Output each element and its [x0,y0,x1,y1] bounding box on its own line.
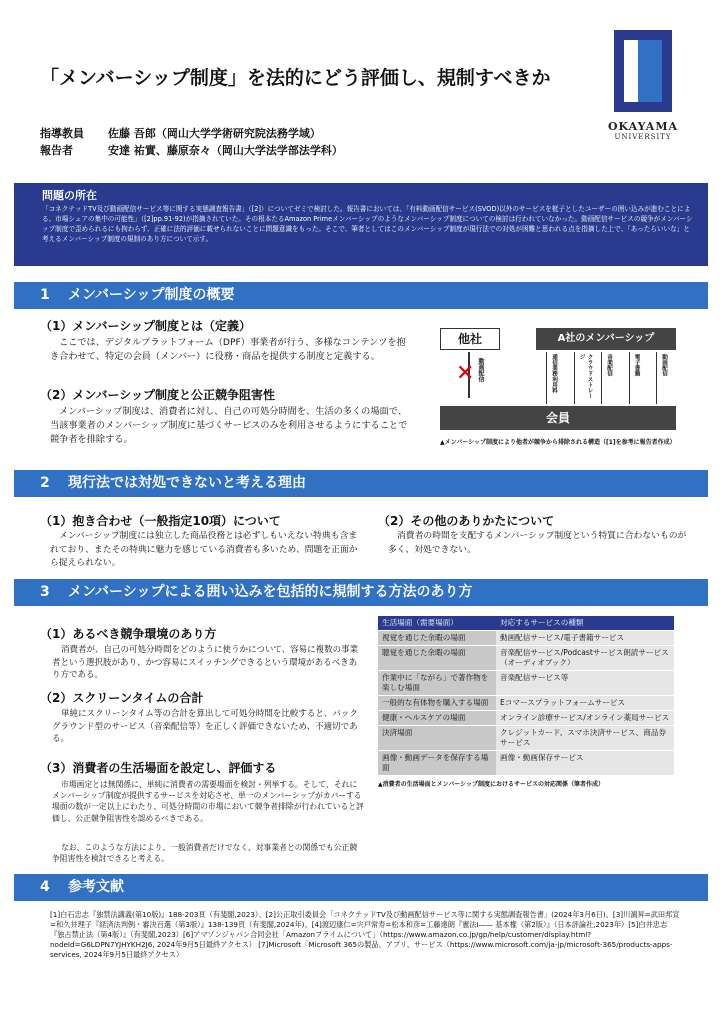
table-cell: 聴覚を通じた余暇の場面 [378,646,496,671]
section-2-band [14,470,708,497]
table-header-cell: 生活場面（需要場面） [378,616,496,631]
advisor-name: 佐藤 吾郎（岡山大学学術研究院法務学域） [108,127,321,140]
logo-sub: UNIVERSITY [614,133,672,141]
table-cell: 画像・動画保存サービス [496,751,674,776]
section-2-title: 現行法では対処できないと考える理由 [68,475,306,491]
service-label: 動画配信 [661,354,667,377]
table-cell: 動画配信サービス/電子書籍サービス [496,631,674,646]
table-row [378,711,674,726]
sec1-para-2: メンバーシップ制度は、消費者に対し、自己の可処分時間を、生活の多くの場面で、当該事業者のメンバーシップ制度に基づくサービスのみを利用させるようにすることで競争者を排除する。 [50,406,408,445]
sec3-para-3: 市場画定とは無関係に、単純に消費者の需要場面を検討・列挙する。そして、それにメンバーシップ制度が提供するサービスを対応させ、単一のメンバーシップがカバーする場面の数が一定以上にわたり、可処分時間の市場において競争者排除が行われていると評価し、公正競争阻害性を認めるべきである。 [52,780,364,823]
university-logo [598,30,688,141]
table-cell: 一般的な有体物を購入する場面 [378,696,496,711]
table-caption: ▲消費者の生活場面とメンバーシップ制度におけるサービスの対応関係（筆者作成） [378,781,604,788]
references-text: [1]白石忠志『独禁法講義(第10版)』188-203頁（有斐閣,2023）、[2]公正取引委員会「コネクテッドTV及び動画配信サービス等に関する実態調査報告書」(2024年3月6日)、[3]川濵昇=武田邦宣=和久井理子『経済法判例・審決百選（第3版）』138-139頁（有斐閣,2024年)、[4]渡辺康仁=宍戸常寿=松本和彦=工藤達朗『憲法Ⅰ—— 基本権（第2版）』（日本評論社,2023年）[5]白井忠志『独占禁止法（第4版）』（有斐閣,2023）[6]アマゾンジャパン合同会社「Amazonプライムについて」（https://www.amazon.co.jp/gp/help/customer/display.html?nodeId=G6LDPN7YJHYKH2J6, 2024年9月5日最終アクセス） [7]Microsoft「Microsoft 365の製品、アプリ、サービス（https://www.microsoft.com/ja-jp/microsoft-365/products-apps-services, 2024年9月5日最終アクセス） [50,910,680,959]
service-arrows [542,352,672,404]
sec2-para-1: メンバーシップ制度には独立した商品役務とは必ずしもいえない特典も含まれており、またその特典に魅力を感じている消費者も多いため、問題を正面から捉えられない。 [50,531,358,568]
table-cell: 視覚を通じた余暇の場面 [378,631,496,646]
table-cell: オンライン診療サービス/オンライン薬局サービス [496,711,674,726]
section-3-number: 3 [40,584,50,600]
sec2-para-2: 消費者の時間を支配するメンバーシップ制度という特質に合わないものが多く、対処できない。 [388,531,687,555]
table-cell: 画像・動画データを保存する場面 [378,751,496,776]
section-4-title: 参考文献 [68,879,124,895]
table-cell: 音楽配信サービス等 [496,671,674,696]
table-cell: クレジットカード、スマホ決済サービス、商品券サービス [496,726,674,751]
reporters-label: 報告者 [40,144,73,157]
service-table-wrap [378,616,678,789]
membership-diagram [432,328,702,468]
service-item [597,352,617,404]
table-cell: 音楽配信サービス/Podcastサービス朗読サービス（オーディオブック） [496,646,674,671]
table-header-cell: 対応するサービスの種類 [496,616,674,631]
table-row [378,751,674,776]
sec3-para-4: なお、このような方法により、一般消費者だけでなく、対事業者との関係でも公正競争阻害性を検討できると考える。 [52,843,358,864]
advisor-label: 指導教員 [40,127,84,140]
section-4-band [14,874,708,901]
logo-mark-icon [614,30,672,112]
table-row [378,646,674,671]
service-item [542,352,562,404]
sec3-para-2: 単純にスクリーンタイム等の合計を算出して可処分時間を比較すると、バックグラウンド型のサービス（音楽配信等）を正しく評価できないため、不適切である。 [52,709,358,744]
table-row [378,696,674,711]
sec3-para-1: 消費者が、自己の可処分時間をどのように使うかについて、容易に複数の事業者という選択肢があり、かつ容易にスイッチングできるという環境があるべきあり方である。 [52,645,359,680]
logo-name: OKAYAMA [607,120,679,133]
section-3-band [14,579,708,606]
sec1-para-1: ここでは、デジタルプラットフォーム（DPF）事業者が行う、多様なコンテンツを抱き合わせて、特定の会員（メンバー）に役務・商品を提供する制度と定義する。 [50,337,406,362]
sec1-heading-1: （1）メンバーシップ制度とは（定義） [40,319,252,333]
section-1-number: 1 [40,287,50,303]
service-label: 音楽配信 [606,354,612,377]
reporters-line [40,143,343,158]
blocked-x-icon: ✕ [456,361,475,386]
diagram-caption: ▲メンバーシップ制度により他者が競争から排除される構造（[1]を参考に報告者作成） [440,439,676,446]
problem-box [14,183,708,266]
table-cell: 作業中に「ながら」で著作物を楽しむ場面 [378,671,496,696]
table-row [378,671,674,696]
sec2-heading-2: （2）その他のありかたについて [378,514,555,528]
table-row [378,726,674,751]
blocked-label: 動画配信 [477,358,484,382]
problem-text: 「コネクテッドTV及び動画配信サービス等に関する実態調査報告書」（[2]）についてゼミで検討した。報告書においては、「有料動画配信サービス(SVOD)以外のサービスを梃子としたユーザーの囲い込みが進むことによる、市場シェアの集中の可能性」（[2]pp.91-92)が指摘されていた。その根本たるAmazon Primeメンバーシップのようなメンバーシップ制度についての検討は行われていなかった。動画配信サービスの競争がメンバーシップ制度で歪められるにも拘わらず、正確に法的評価に載せられないことに問題意識をもった。そこで、筆者としてはこのメンバーシップ制度が現行法での対処が困難と思われる点を指摘した上で、「あったらいいな」と考えるメンバーシップ制度の規制のあり方について示す。 [42,205,693,243]
service-label: クラウドストレージ [578,354,593,399]
table-cell: Eコマースプラットフォームサービス [496,696,674,711]
sec3-heading-3: （3）消費者の生活場面を設定し、評価する [40,761,277,775]
table-cell: 決済場面 [378,726,496,751]
problem-heading: 問題の所在 [42,189,97,202]
table-cell: 健康・ヘルスケアの場面 [378,711,496,726]
sec3-heading-1: （1）あるべき競争環境のあり方 [40,627,217,641]
service-item [570,352,593,404]
service-table [378,616,674,776]
section-1-band [14,282,708,309]
sec1-heading-2: （2）メンバーシップ制度と公正競争阻害性 [40,388,276,402]
advisor-line [40,126,321,141]
section-1-title: メンバーシップ制度の概要 [68,287,235,303]
section-3-title: メンバーシップによる囲い込みを包括的に規制する方法のあり方 [68,584,473,600]
service-label: 電子書籍 [633,354,640,377]
service-label: 通信業務利用料 [551,354,557,394]
member-box: 会員 [440,406,676,430]
page-title: 「メンバーシップ制度」を法的にどう評価し、規制すべきか [40,67,551,89]
table-row [378,631,674,646]
other-company-box: 他社 [440,328,500,350]
service-item [652,352,672,404]
section-2-number: 2 [40,475,50,491]
service-item [625,352,645,404]
reporters-names: 安達 祐實、藤原奈々（岡山大学法学部法学科） [108,144,343,157]
table-header-row [378,616,674,631]
sec3-heading-2: （2）スクリーンタイムの合計 [40,691,204,705]
section-4-number: 4 [40,879,50,895]
membership-box: A社のメンバーシップ [536,328,676,350]
sec2-heading-1: （1）抱き合わせ（一般指定10項）について [40,514,281,528]
